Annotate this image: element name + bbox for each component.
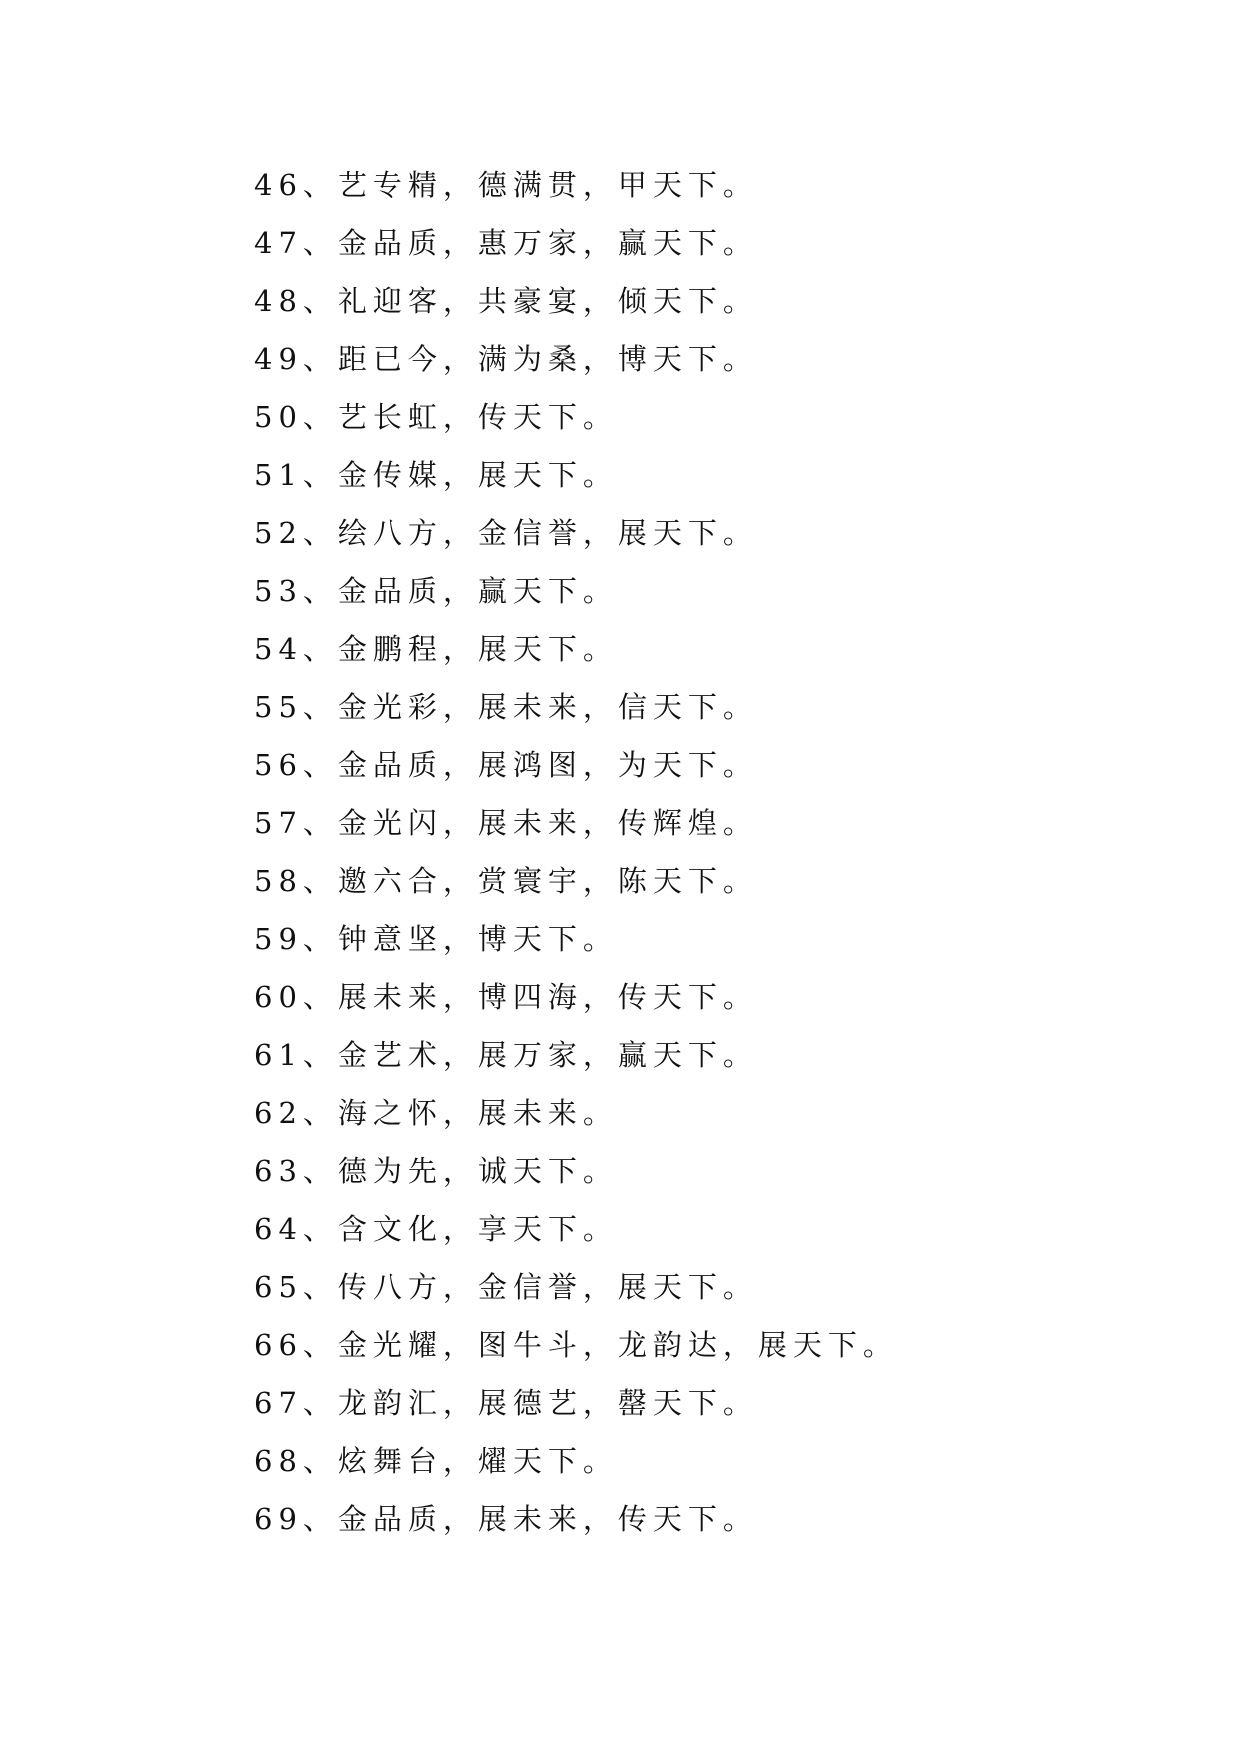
list-item: 65、传八方，金信誉，展天下。 (254, 1270, 758, 1304)
list-item: 48、礼迎客，共豪宴，倾天下。 (254, 284, 758, 318)
list-item: 58、邀六合，赏寰宇，陈天下。 (254, 864, 758, 898)
list-item: 51、金传媒，展天下。 (254, 458, 618, 492)
list-item: 67、龙韵汇，展德艺，罄天下。 (254, 1386, 758, 1420)
list-item: 61、金艺术，展万家，赢天下。 (254, 1038, 758, 1072)
list-item: 50、艺长虹，传天下。 (254, 400, 618, 434)
list-item: 49、距已今，满为桑，博天下。 (254, 342, 758, 376)
list-item: 64、含文化，享天下。 (254, 1212, 618, 1246)
list-item: 54、金鹏程，展天下。 (254, 632, 618, 666)
list-item: 52、绘八方，金信誉，展天下。 (254, 516, 758, 550)
list-item: 55、金光彩，展未来，信天下。 (254, 690, 758, 724)
list-item: 59、钟意坚，博天下。 (254, 922, 618, 956)
list-item: 56、金品质，展鸿图，为天下。 (254, 748, 758, 782)
slogan-list (254, 160, 898, 1552)
list-item: 69、金品质，展未来，传天下。 (254, 1502, 758, 1536)
list-item: 46、艺专精，德满贯，甲天下。 (254, 168, 758, 202)
list-item: 66、金光耀，图牛斗，龙韵达，展天下。 (254, 1328, 898, 1362)
list-item: 47、金品质，惠万家，赢天下。 (254, 226, 758, 260)
list-item: 60、展未来，博四海，传天下。 (254, 980, 758, 1014)
list-item: 63、德为先，诚天下。 (254, 1154, 618, 1188)
list-item: 57、金光闪，展未来，传辉煌。 (254, 806, 758, 840)
list-item: 68、炫舞台，燿天下。 (254, 1444, 618, 1478)
list-item: 53、金品质，赢天下。 (254, 574, 618, 608)
list-item: 62、海之怀，展未来。 (254, 1096, 618, 1130)
